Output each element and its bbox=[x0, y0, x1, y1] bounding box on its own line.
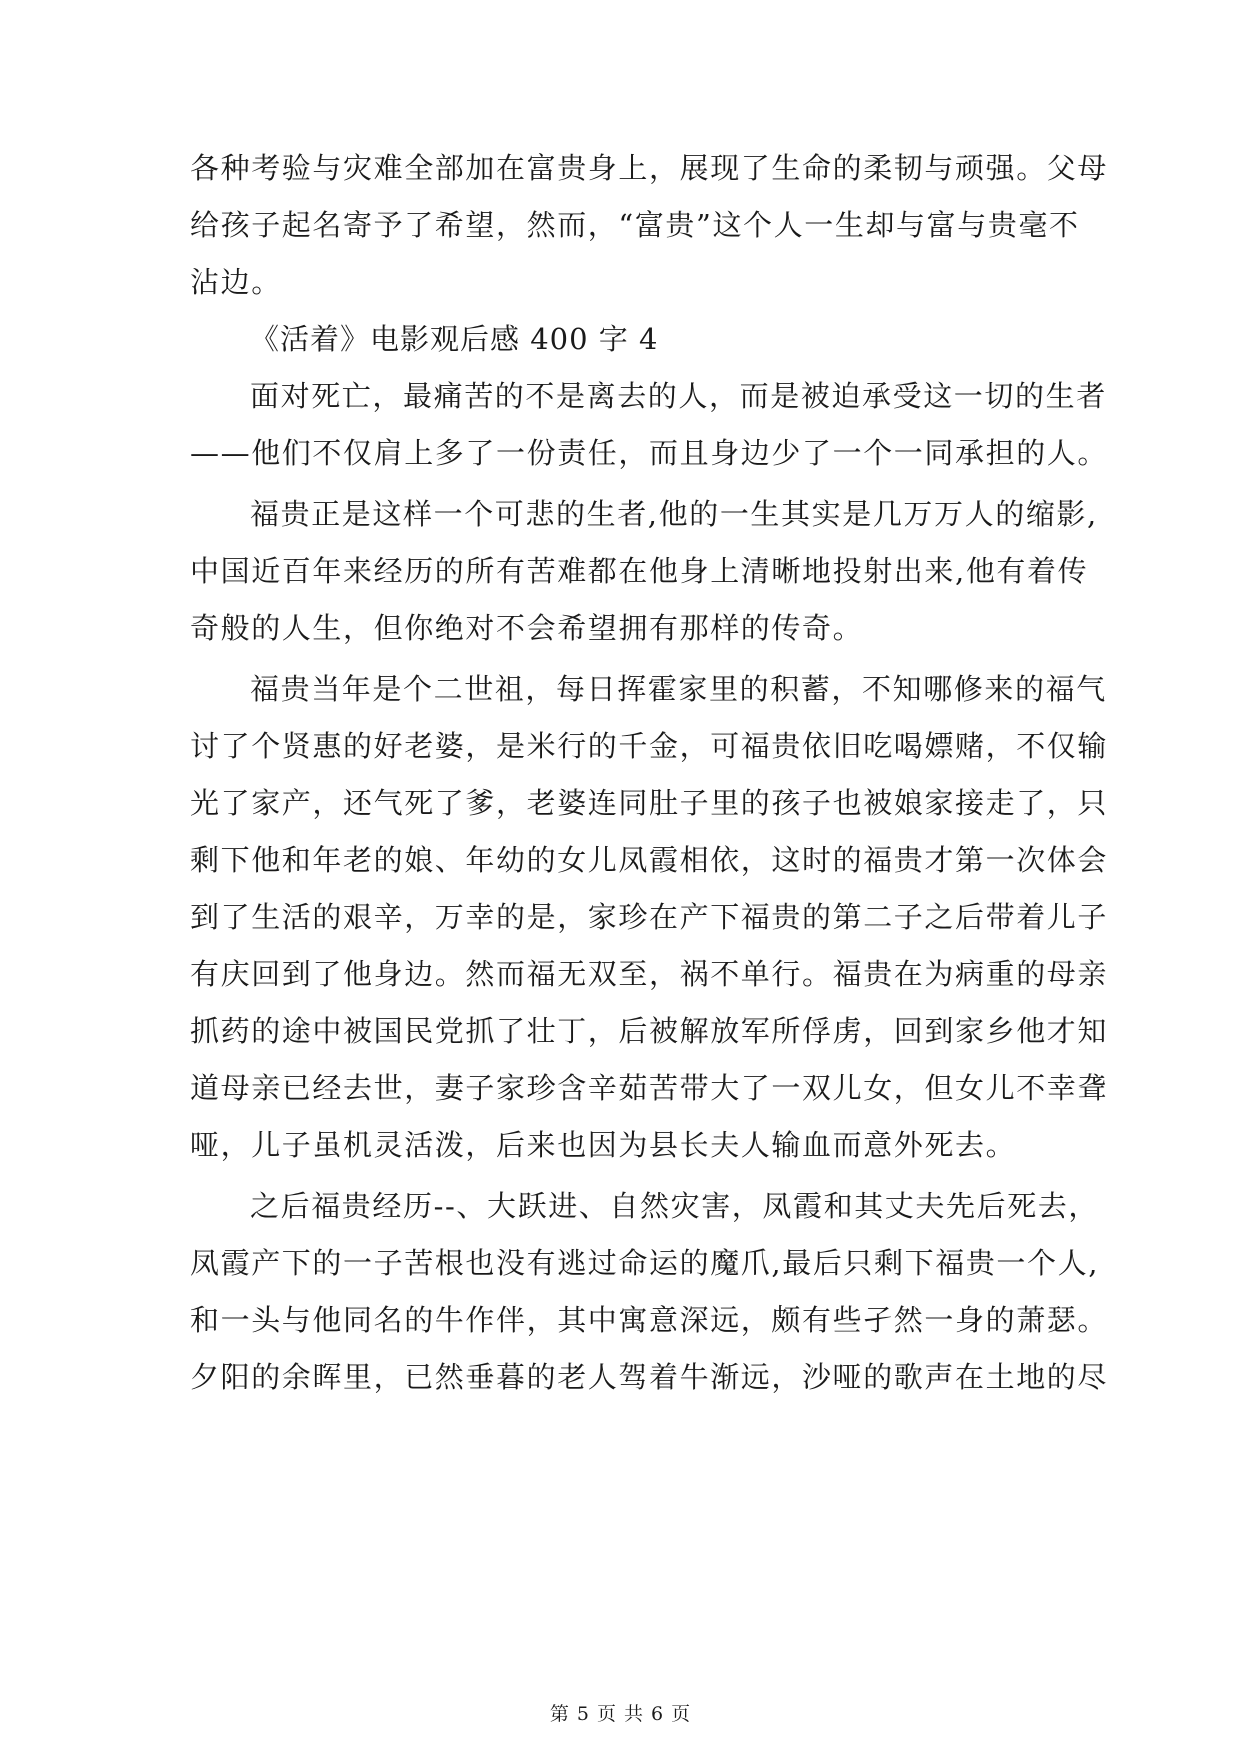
body-text-line: 凤霞产下的一子苦根也没有逃过命运的魔爪,最后只剩下福贵一个人, bbox=[190, 1246, 1100, 1280]
body-text-line: 夕阳的余晖里，已然垂暮的老人驾着牛渐远，沙哑的歌声在土地的尽 bbox=[190, 1360, 1109, 1394]
body-text-line: 讨了个贤惠的好老婆，是米行的千金，可福贵依旧吃喝嫖赌，不仅输 bbox=[190, 729, 1109, 763]
body-text-line: 给孩子起名寄予了希望，然而，“富贵”这个人一生却与富与贵毫不 bbox=[190, 208, 1080, 242]
body-text-line: 中国近百年来经历的所有苦难都在他身上清晰地投射出来,他有着传 bbox=[190, 554, 1089, 588]
body-text-line: 沾边。 bbox=[190, 265, 282, 299]
section-heading: 《活着》电影观后感 400 字 4 bbox=[250, 322, 659, 356]
body-text-line: 道母亲已经去世，妻子家珍含辛茹苦带大了一双儿女，但女儿不幸聋 bbox=[190, 1071, 1109, 1105]
body-text-line: 福贵当年是个二世祖，每日挥霍家里的积蓄，不知哪修来的福气 bbox=[250, 672, 1107, 706]
body-text-line: 有庆回到了他身边。然而福无双至，祸不单行。福贵在为病重的母亲 bbox=[190, 957, 1109, 991]
page-footer: 第 5 页 共 6 页 bbox=[549, 1703, 692, 1725]
body-text-line: 福贵正是这样一个可悲的生者,他的一生其实是几万万人的缩影, bbox=[250, 497, 1098, 531]
body-text-line: 面对死亡，最痛苦的不是离去的人，而是被迫承受这一切的生者 bbox=[250, 379, 1107, 413]
body-text-line: 到了生活的艰辛，万幸的是，家珍在产下福贵的第二子之后带着儿子 bbox=[190, 900, 1109, 934]
body-text-line: 哑，儿子虽机灵活泼，后来也因为县长夫人输血而意外死去。 bbox=[190, 1128, 1017, 1162]
body-text-line: ——他们不仅肩上多了一份责任，而且身边少了一个一同承担的人。 bbox=[190, 436, 1109, 470]
body-text-line: 各种考验与灾难全部加在富贵身上，展现了生命的柔韧与顽强。父母 bbox=[190, 151, 1109, 185]
body-text-line: 光了家产，还气死了爹，老婆连同肚子里的孩子也被娘家接走了，只 bbox=[190, 786, 1109, 820]
body-text-line: 剩下他和年老的娘、年幼的女儿凤霞相依，这时的福贵才第一次体会 bbox=[190, 843, 1109, 877]
body-text-line: 抓药的途中被国民党抓了壮丁，后被解放军所俘虏，回到家乡他才知 bbox=[190, 1014, 1109, 1048]
body-text-line: 和一头与他同名的牛作伴，其中寓意深远，颇有些孑然一身的萧瑟。 bbox=[190, 1303, 1109, 1337]
body-text-line: 之后福贵经历--、大跃进、自然灾害，凤霞和其丈夫先后死去， bbox=[250, 1189, 1099, 1223]
body-text-line: 奇般的人生，但你绝对不会希望拥有那样的传奇。 bbox=[190, 611, 864, 645]
